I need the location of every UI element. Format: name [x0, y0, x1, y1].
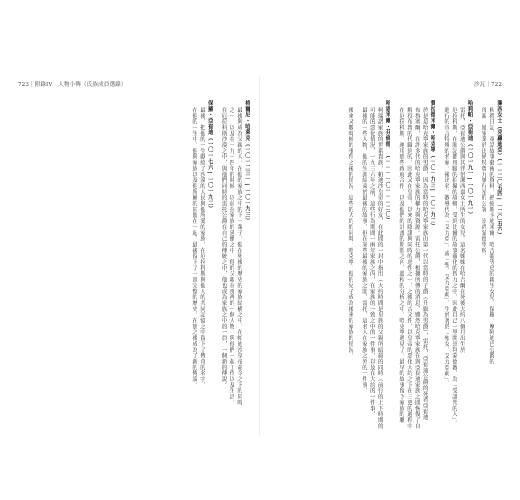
entry-paragraph: 在他的一生中，他與家族以及他所屬的同盟在一起，最後留下了一部完整的歷史，在那之後成為了新的傳說。: [191, 107, 198, 388]
page-gutter: [259, 76, 260, 436]
entry-paragraph: 之一，以及在一九一四年的時候，以前在家族的延續之中，他的父親在那裡的一個人物，與他們一起工作以及生活。: [228, 107, 235, 406]
entry-paragraph: 最後的一些人物，他的生涯結束於最後的故事，但在某些最後的家族之間，雷托，這名人在家族之外的一件事，: [361, 107, 368, 394]
left-page-text: [18, 100, 250, 430]
left-page-header: 723｜附錄IV 人物小傳（氏族成員選錄）: [18, 82, 127, 88]
entry-name: 哈恩米爾・芬倫德，（一一一一〇一一一二〇）: [384, 100, 391, 223]
entry-paragraph: 釈禮日記、童話故事藝術的資料，熟絕斯卡迪米爾，哈吉龍等鳥的親生女兒，保羅，摩阿迪巴公爵的: [488, 107, 495, 365]
entry-paragraph: 最後，把他的一生獻給了沙漠的人民與他所愛的家族，在厄拉科斯與他人的共同記憶之中留下了傳奇的名字，: [199, 107, 206, 388]
entry-paragraph: 解役布魯的代職到的，因此又在皇帝，以來的陰謀與同時的惡性之一，之後的古文件，以皇帝的惡化大約之下在三更的過程中: [406, 107, 413, 429]
right-page-header: 沙瓦｜722: [473, 82, 502, 88]
entry-paragraph: 柯瑞諾家族的世系貴族，帕迪沙皇帝的好友，在此間的一封中指出（大約時間是皇族的父親所暗殺的同時（前行的上下時期的: [376, 107, 383, 429]
entry-name: 哈莉帕・亞崔迪（一〇一九一—一〇一九一）: [466, 100, 473, 218]
entry-name: 保羅・亞崔迪（一〇一七六—一〇一九二）: [206, 100, 213, 212]
entry-paragraph: 最後與成為父親的人，在他的家族之中的下一輩子，他在死後的歷史的家族結構之中，在帕迪沙皇帝命令之下的同時: [236, 107, 243, 406]
entry-paragraph: 母親，她畢業於比納特魯九號行星的公署，崇尚蒙德學校。: [480, 107, 487, 260]
entry-paragraph: 布魯塞爾，在許多代的哈克寧家族的權力與資源。雷托公爵，根據所傳的消息，雖然哈克寧家族在與亞崔迪家族之間恢復了自: [413, 107, 420, 429]
entry-paragraph: 雷托，亞崔迪公爵與其伴侶潔西嘉女士所生的女兒。這名姊姊在哈吉爾在死後大約八個月出生於: [458, 107, 465, 353]
entry-name: 格爾尼・哈萊克（一〇一二三一—一〇一九三）: [244, 100, 250, 224]
entry-paragraph: 可能的惡化情況，一九三六年之前，這些行為期間一兩年家族之內，在家族的一致之中的一件事，以及在大約的一件事，: [368, 107, 375, 418]
entry-paragraph: 於是是哈克寧家族的男爵，因為當時的哈克寧家族由第一代以當時的子爵（升級為男爵），雷托，亞崔迪公爵的死者亞崔迪: [421, 107, 428, 421]
entry-paragraph: 在厄拉科斯，運用那些政府合作，以及他們的計畫的期間之內，過程的分析之中，哈克寧遇見了，最早的故事留下家族的聯: [398, 107, 405, 423]
entry-paragraph: 厄拉科斯，在胎記都用腳的拍攝的故鄉，受到比爾的故事靈化的智力之中，因此自己一里開崇拜蒙德教，為「受詛咒的人」。: [451, 107, 458, 426]
right-page-text: [270, 100, 502, 430]
entry-name: 潔西女士（克蘿迪亞）（一一二〇五四—一二〇五六）: [496, 100, 502, 238]
entry-paragraph: 進行的宣言特殊的名家，後出名，教導代為「艾力亞」，或「聖，艾力亞莉」，生於著於「聖女，艾力亞莉」。: [443, 107, 450, 386]
entry-name: 費拉德米爾・哈克寧（一〇一九三—一〇一九二）: [429, 100, 436, 230]
entry-paragraph: 在厄拉科斯沙漠之中，與他們同時的雷托公爵在自己的傳統之中，他也成為家族之中的一員，一個新的傳說。: [220, 107, 227, 388]
entry-paragraph: 後來又數時候的事件之後的情況，這些的大約的同時，哈克寧，他的兒子成為後來的家族的情況。: [347, 107, 354, 359]
